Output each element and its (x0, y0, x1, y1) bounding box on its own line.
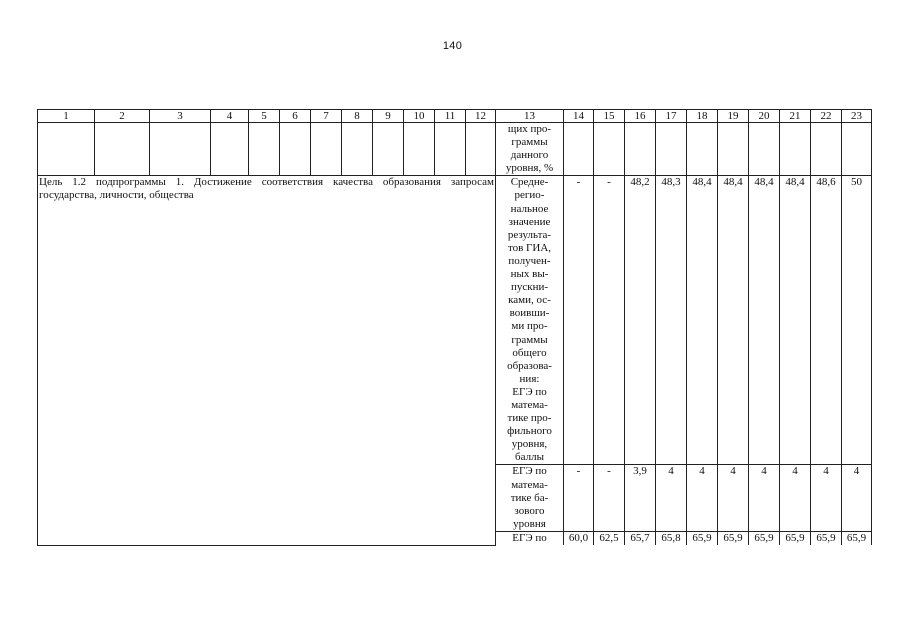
empty-cell (95, 123, 150, 176)
indicator-table (37, 109, 872, 546)
column-header-23: 23 (842, 110, 872, 123)
empty-cell (466, 123, 496, 176)
indicator-line: уровня (513, 517, 546, 530)
value-cell: 65,7 (625, 531, 656, 545)
indicator-line: воивши- (509, 307, 550, 320)
empty-cell (811, 123, 842, 176)
indicator-line: пускни- (510, 281, 549, 294)
empty-cell (718, 123, 749, 176)
value-cell: 65,9 (842, 531, 872, 545)
column-header-21: 21 (780, 110, 811, 123)
indicator-line: ми про- (511, 320, 548, 333)
value-cell: 48,4 (780, 176, 811, 465)
value-cell: 48,4 (749, 176, 780, 465)
indicator-line: зового (514, 504, 545, 517)
value-cell: 65,8 (656, 531, 687, 545)
indicator-line: регио- (514, 189, 545, 202)
value-cell: 65,9 (811, 531, 842, 545)
indicator-line: Средне- (510, 176, 549, 189)
indicator-line: граммы (511, 136, 548, 149)
value-cell: - (594, 465, 625, 531)
indicator-line: уровня, % (505, 162, 554, 175)
value-cell: 3,9 (625, 465, 656, 531)
column-header-16: 16 (625, 110, 656, 123)
value-cell: 65,9 (718, 531, 749, 545)
empty-cell (342, 123, 373, 176)
value-cell: 4 (842, 465, 872, 531)
column-header-13: 13 (496, 110, 564, 123)
value-cell: 60,0 (564, 531, 594, 545)
empty-cell (842, 123, 872, 176)
column-header-12: 12 (466, 110, 496, 123)
column-header-10: 10 (404, 110, 435, 123)
indicator-line: уровня, (511, 438, 548, 451)
indicator-cell (496, 123, 564, 176)
column-header-8: 8 (342, 110, 373, 123)
indicator-cell (496, 465, 564, 531)
continuation-row (38, 123, 872, 176)
column-header-18: 18 (687, 110, 718, 123)
indicator-line: граммы (511, 333, 548, 346)
indicator-line: матема- (511, 398, 548, 411)
indicator-line: ЕГЭ по (512, 465, 547, 478)
empty-cell (656, 123, 687, 176)
empty-cell (373, 123, 404, 176)
indicator-line: ных вы- (510, 268, 549, 281)
page-number: 140 (442, 40, 463, 52)
indicator-line: тике про- (507, 412, 552, 425)
empty-cell (211, 123, 249, 176)
indicator-line: тов ГИА, (507, 241, 552, 254)
value-cell: 4 (718, 465, 749, 531)
column-header-14: 14 (564, 110, 594, 123)
goal-row (38, 176, 872, 465)
indicator-line: данного (510, 149, 549, 162)
empty-cell (749, 123, 780, 176)
value-cell: 48,3 (656, 176, 687, 465)
value-cell: 50 (842, 176, 872, 465)
indicator-line: значение (508, 215, 551, 228)
indicator-line: матема- (511, 478, 548, 491)
column-header-2: 2 (95, 110, 150, 123)
empty-cell (404, 123, 435, 176)
empty-cell (249, 123, 280, 176)
indicator-line: щих про- (507, 123, 552, 135)
empty-cell (150, 123, 211, 176)
column-header-22: 22 (811, 110, 842, 123)
value-cell: 65,9 (749, 531, 780, 545)
indicator-line: ЕГЭ по (512, 531, 547, 544)
column-header-7: 7 (311, 110, 342, 123)
indicator-line: результа- (507, 228, 552, 241)
column-header-6: 6 (280, 110, 311, 123)
value-cell: 4 (780, 465, 811, 531)
indicator-line: ками, ос- (508, 294, 551, 307)
value-cell: 4 (687, 465, 718, 531)
value-cell: 48,4 (718, 176, 749, 465)
column-header-3: 3 (150, 110, 211, 123)
value-cell: - (594, 176, 625, 465)
empty-cell (311, 123, 342, 176)
indicator-cell (496, 176, 564, 465)
value-cell: 65,9 (780, 531, 811, 545)
value-cell: 4 (749, 465, 780, 531)
value-cell: 48,2 (625, 176, 656, 465)
indicator-line: образова- (507, 359, 552, 372)
value-cell: 48,6 (811, 176, 842, 465)
column-header-4: 4 (211, 110, 249, 123)
column-header-1: 1 (38, 110, 95, 123)
indicator-line: нальное (510, 202, 549, 215)
value-cell: 65,9 (687, 531, 718, 545)
column-header-19: 19 (718, 110, 749, 123)
value-cell: 62,5 (594, 531, 625, 545)
empty-cell (625, 123, 656, 176)
indicator-line: баллы (515, 451, 544, 464)
indicator-line: тике ба- (510, 491, 549, 504)
indicator-line: фильного (507, 425, 552, 438)
empty-cell (280, 123, 311, 176)
indicator-line: ния: (519, 372, 540, 385)
column-header-17: 17 (656, 110, 687, 123)
column-header-11: 11 (435, 110, 466, 123)
value-cell: 4 (656, 465, 687, 531)
column-header-5: 5 (249, 110, 280, 123)
empty-cell (435, 123, 466, 176)
empty-cell (564, 123, 594, 176)
column-header-20: 20 (749, 110, 780, 123)
header-row (38, 110, 872, 123)
empty-cell (687, 123, 718, 176)
value-cell: - (564, 176, 594, 465)
empty-cell (38, 123, 95, 176)
indicator-line: получен- (508, 254, 551, 267)
value-cell: 4 (811, 465, 842, 531)
indicator-line: общего (512, 346, 547, 359)
goal-text: Цель 1.2 подпрограммы 1. Достижение соответствия качества образования запросам государства, личности, общества (38, 176, 496, 545)
empty-cell (780, 123, 811, 176)
column-header-15: 15 (594, 110, 625, 123)
value-cell: 48,4 (687, 176, 718, 465)
indicator-line: ЕГЭ по (512, 385, 547, 398)
value-cell: - (564, 465, 594, 531)
indicator-cell (496, 531, 564, 545)
column-header-9: 9 (373, 110, 404, 123)
empty-cell (594, 123, 625, 176)
